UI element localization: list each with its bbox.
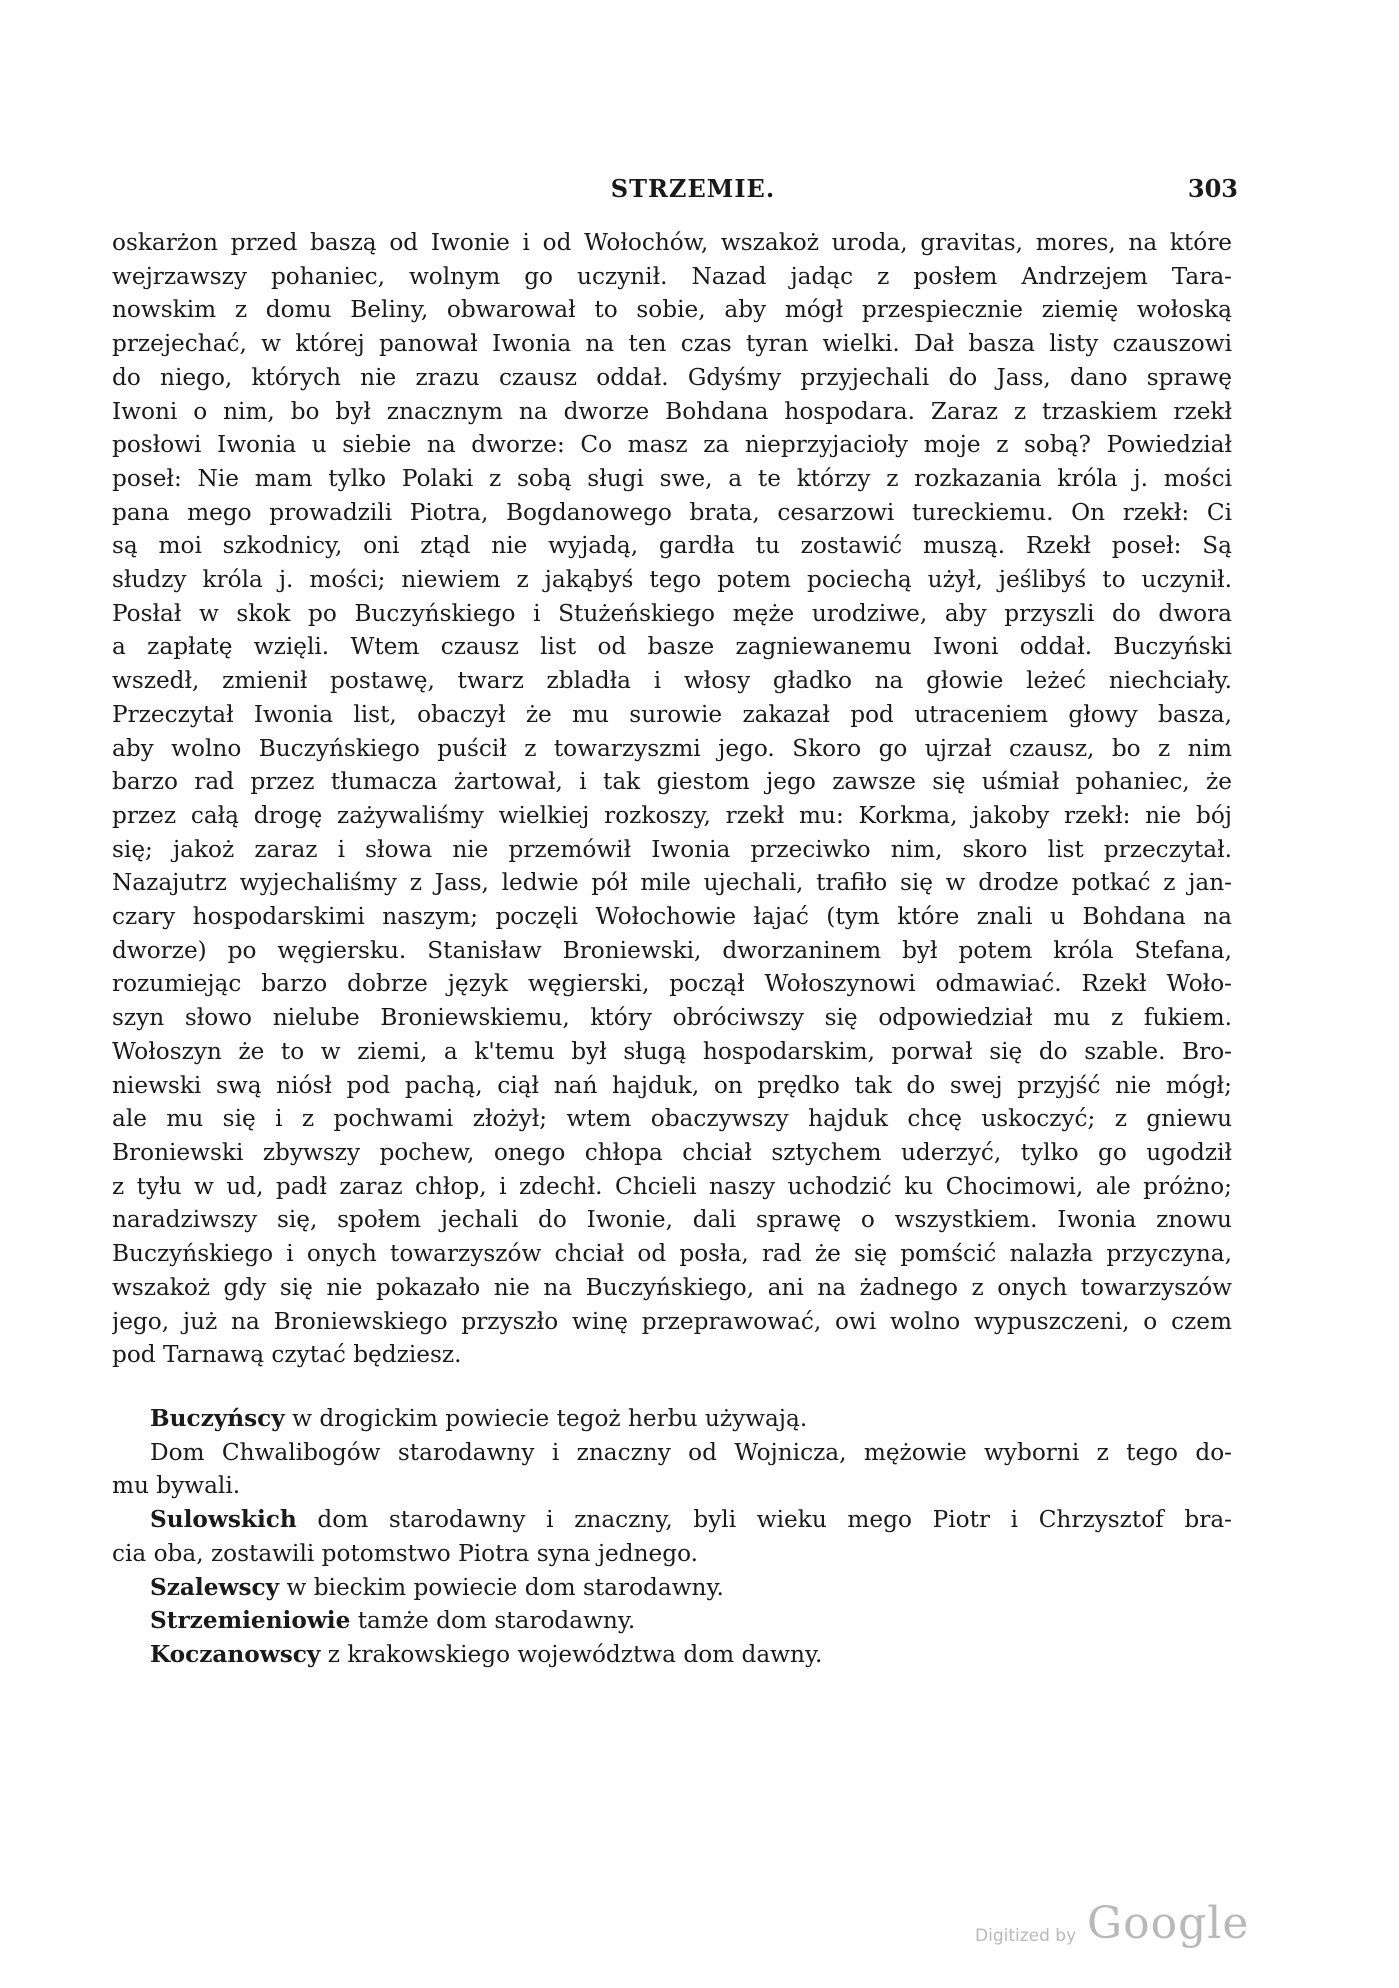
text-line: przejechać, w której panował Iwonia na ten czas tyran wielki. Dał basza listy czauszowi xyxy=(112,330,1232,358)
google-logo: Google xyxy=(1087,1898,1250,1949)
text-line: oskarżon przed baszą od Iwonie i od Wołochów, wszakoż uroda, gravitas, mores, na które xyxy=(112,229,1232,256)
text-line: aby wolno Buczyńskiego puścił z towarzyszmi jego. Skoro go ujrzał czausz, bo z nim xyxy=(112,734,1232,762)
entry-text: cia oba, zostawili potomstwo Piotra syna jednego. xyxy=(112,1539,698,1567)
text-line: Broniewski zbywszy pochew, onego chłopa chciał sztychem uderzyć, tylko go ugodził xyxy=(112,1138,1232,1166)
text-line: przez całą drogę zażywaliśmy wielkiej rozkoszy, rzekł mu: Korkma, jakoby rzekł: nie bój xyxy=(112,801,1232,829)
entry-line xyxy=(112,1537,1232,1571)
entry-text: w bieckim powiecie dom starodawny. xyxy=(286,1573,724,1601)
entry-text: tamże dom starodawny. xyxy=(357,1607,636,1635)
text-line: nowskim z domu Beliny, obwarował to sobie, aby mógł przespiecznie ziemię wołoską xyxy=(112,296,1232,324)
running-title: STRZEMIE. xyxy=(610,174,776,203)
text-line: niewski swą niósł pod pachą, ciął nań hajduk, on prędko tak do swej przyjść nie mógł; xyxy=(112,1071,1232,1099)
text-line: naradziwszy się, społem jechali do Iwonie, dali sprawę o wszystkiem. Iwonia znowu xyxy=(112,1206,1232,1234)
text-line: barzo rad przez tłumacza żartował, i tak giestom jego zawsze się uśmiał pohaniec, że xyxy=(112,768,1232,796)
text-line: wszedł, zmienił postawę, twarz zbladła i włosy gładko na głowie leżeć niechciały. xyxy=(112,667,1232,695)
text-line: się; jakoż zaraz i słowa nie przemówił Iwonia przeciwko nim, skoro list przeczytał. xyxy=(112,835,1232,863)
entry-text: w drogickim powiecie tegoż herbu używają. xyxy=(292,1405,808,1432)
family-entries xyxy=(112,1402,1232,1672)
text-line: pod Tarnawą czytać będziesz. xyxy=(112,1341,462,1369)
family-name: Koczanowscy xyxy=(150,1640,321,1668)
entry-line xyxy=(112,1436,1232,1470)
watermark-prefix: Digitized by xyxy=(975,1926,1077,1946)
text-line: słudzy króla j. mości; niewiem z jakąbyś tego potem pociechą użył, jeślibyś to uczynił. xyxy=(112,566,1232,594)
text-line: dworze) po węgiersku. Stanisław Broniewski, dworzaninem był potem króla Stefana, xyxy=(112,936,1232,964)
entry-text: mu bywali. xyxy=(112,1472,241,1500)
text-line: a zapłatę wzięli. Wtem czausz list od basze zagniewanemu Iwoni oddał. Buczyński xyxy=(112,633,1232,661)
digitized-by-google-watermark xyxy=(975,1898,1275,1958)
entry-line xyxy=(112,1503,1232,1537)
entry-line xyxy=(112,1604,1232,1638)
text-line: wejrzawszy pohaniec, wolnym go uczynił. Nazad jadąc z posłem Andrzejem Tara- xyxy=(112,262,1232,290)
entry-line xyxy=(112,1402,1232,1436)
page-number: 303 xyxy=(1187,174,1238,203)
text-line: pana mego prowadzili Piotra, Bogdanowego brata, cesarzowi tureckiemu. On rzekł: Ci xyxy=(112,498,1232,526)
entry-text: z krakowskiego województwa dom dawny. xyxy=(327,1640,823,1668)
family-name: Sulowskich xyxy=(150,1506,297,1534)
family-name: Strzemieniowie xyxy=(150,1607,351,1635)
text-line: Posłał w skok po Buczyńskiego i Stużeńskiego męże urodziwe, aby przyszli do dwora xyxy=(112,599,1232,627)
text-line: wszakoż gdy się nie pokazało nie na Buczyńskiego, ani na żadnego z onych towarzyszów xyxy=(112,1273,1232,1301)
family-name: Szalewscy xyxy=(150,1573,280,1601)
entry-line xyxy=(112,1469,1232,1503)
text-line: jego, już na Broniewskiego przyszło winę przeprawować, owi wolno wypuszczeni, o czem xyxy=(112,1307,1232,1335)
page-header xyxy=(148,174,1238,210)
entry-line xyxy=(112,1638,1232,1672)
text-line: szyn słowo nielube Broniewskiemu, który obróciwszy się odpowiedział mu z fukiem. xyxy=(112,1004,1232,1032)
text-line: są moi szkodnicy, oni ztąd nie wyjadą, gardła tu zostawić muszą. Rzekł poseł: Są xyxy=(112,532,1232,560)
text-line: Wołoszyn że to w ziemi, a k'temu był sługą hospodarskim, porwał się do szable. Bro- xyxy=(112,1037,1232,1065)
text-line: ale mu się i z pochwami złożył; wtem obaczywszy hajduk chcę uskoczyć; z gniewu xyxy=(112,1105,1232,1133)
text-line: z tyłu w ud, padł zaraz chłop, i zdechł. Chcieli naszy uchodzić ku Chocimowi, ale próżno; xyxy=(112,1172,1232,1200)
text-line: Iwoni o nim, bo był znacznym na dworze Bohdana hospodara. Zaraz z trzaskiem rzekł xyxy=(112,397,1232,425)
main-paragraph xyxy=(112,226,1232,1372)
text-line: do niego, których nie zrazu czausz oddał. Gdyśmy przyjechali do Jass, dano sprawę xyxy=(112,363,1232,391)
text-line: Nazajutrz wyjechaliśmy z Jass, ledwie pół mile ujechali, trafiło się w drodze potkać z jan- xyxy=(112,869,1232,897)
text-line: czary hospodarskimi naszym; poczęli Wołochowie łajać (tym które znali u Bohdana na xyxy=(112,903,1232,931)
text-line: Przeczytał Iwonia list, obaczył że mu surowie zakazał pod utraceniem głowy basza, xyxy=(112,700,1232,728)
family-name: Buczyńscy xyxy=(150,1405,285,1432)
entry-text: Dom Chwalibogów starodawny i znaczny od Wojnicza, mężowie wyborni z tego do- xyxy=(150,1438,1232,1466)
text-line: posłowi Iwonia u siebie na dworze: Co masz za nieprzyjacioły moje z sobą? Powiedział xyxy=(112,431,1232,459)
text-line: Buczyńskiego i onych towarzyszów chciał od posła, rad że się pomścić nalazła przyczyna, xyxy=(112,1240,1232,1268)
text-line: poseł: Nie mam tylko Polaki z sobą sługi swe, a te którzy z rozkazania króla j. mości xyxy=(112,464,1232,492)
entry-line xyxy=(112,1571,1232,1605)
text-line: rozumiejąc barzo dobrze język węgierski, począł Wołoszynowi odmawiać. Rzekł Woło- xyxy=(112,970,1232,998)
entry-text: dom starodawny i znaczny, byli wieku mego Piotr i Chrzysztof bra- xyxy=(317,1506,1232,1534)
